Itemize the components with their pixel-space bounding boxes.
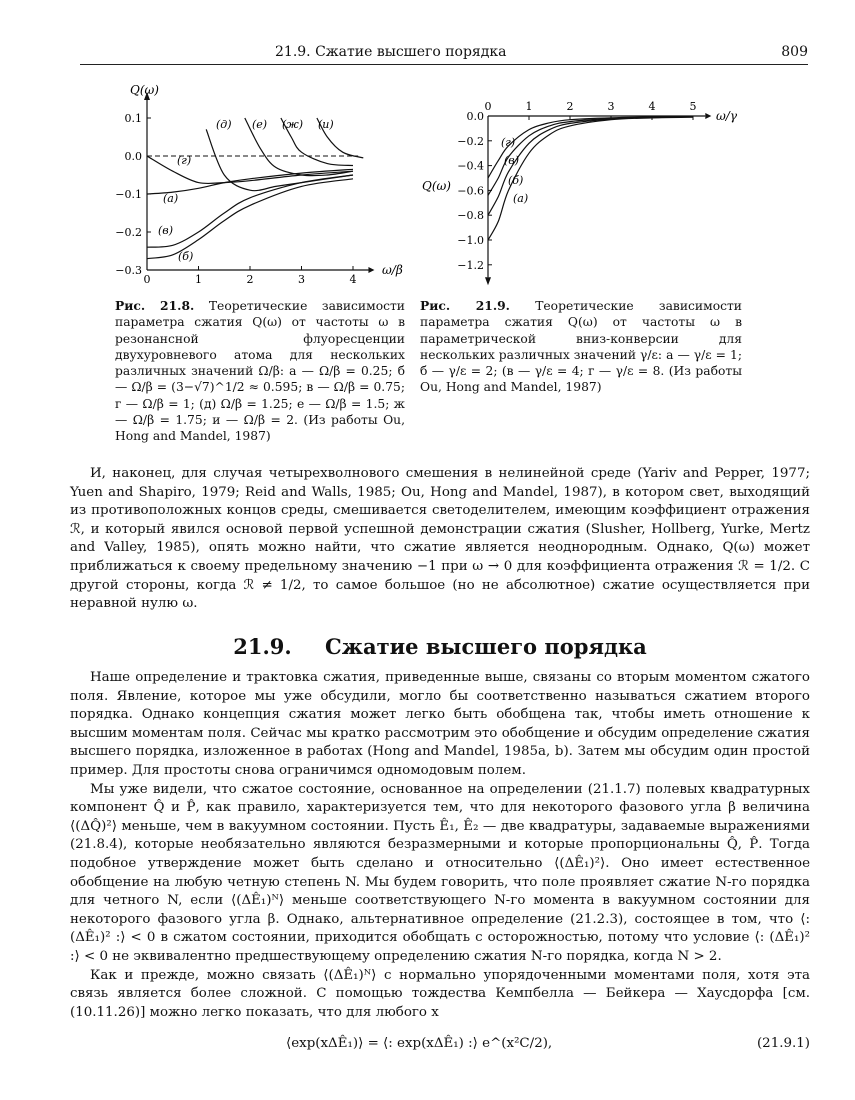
- y-axis-arrow: [485, 277, 491, 285]
- x-tick-label: 0: [143, 273, 151, 286]
- y-tick-label: −1.2: [457, 258, 484, 272]
- figure-21-8-caption: [115, 298, 405, 445]
- series-label: (ж): [282, 118, 304, 131]
- y-tick-label: −0.4: [457, 159, 484, 173]
- y-tick-label: 0.1: [124, 112, 142, 125]
- y-tick-label: −0.2: [115, 226, 142, 239]
- figure-21-9-caption: [420, 298, 742, 396]
- y-tick-label: 0.0: [124, 150, 142, 163]
- series-line: [147, 175, 353, 247]
- x-tick-label: 3: [298, 273, 305, 286]
- y-tick-label: −0.6: [457, 184, 484, 198]
- x-axis-arrow: [705, 113, 711, 119]
- x-tick-label: 0: [484, 100, 492, 113]
- series-label: (г): [177, 154, 192, 167]
- x-tick-label: 2: [246, 273, 254, 286]
- x-tick-label: 5: [689, 100, 697, 113]
- running-header: [80, 44, 808, 65]
- x-tick-label: 1: [195, 273, 202, 286]
- figure-21-9-caption-label: Рис. 21.9.: [420, 298, 510, 313]
- y-tick-label: −0.3: [115, 264, 142, 277]
- x-axis-label: ω/β: [382, 263, 403, 277]
- series-label: (в): [158, 224, 173, 237]
- paragraph-four-wave-mixing: И, наконец, для случая четырехволнового смешения в нелинейной среде (Yariv and Pepper, 1977; Yuen and Shapiro, 1979; Reid and Walls, 1985; Ou, Hong and Mandel, 1987), в котором свет, выходящий из противоположных концов среды, смешивается светоделителем, имеющим коэффициент отражения ℛ, и который явился основой первой успешной демонстрации сжатия (Slusher, Hollberg, Yurke, Mertz and Valley, 1985), опять можно найти, что сжатие является неоднородным. Однако, Q(ω) может приближаться к своему предельному значению −1 при ω → 0 для коэффициента отражения ℛ = 1/2. С другой стороны, когда ℛ ≠ 1/2, то самое большое (но не абсолютное) сжатие осуществляется при неравной нулю ω.: [70, 466, 810, 612]
- figure-21-9-chart: [418, 92, 748, 292]
- y-axis-label: Q(ω): [422, 179, 451, 193]
- section-heading: [70, 634, 810, 659]
- x-tick-label: 3: [607, 100, 615, 113]
- series-label: (б): [178, 250, 194, 263]
- x-tick-label: 4: [648, 100, 656, 113]
- series-label: (г): [501, 136, 516, 149]
- figure-21-9-caption-text: Теоретические зависимости параметра сжатия Q(ω) от частоты ω в параметрической вниз-конверсии для нескольких различных значений γ/ε: а — γ/ε = 1; б — γ/ε = 2; (в — γ/ε = 4; г — γ/ε = 8. (Из работы Ou, Hong and Mandel, 1987): [420, 299, 742, 395]
- header-section-title: 21.9. Сжатие высшего порядка: [275, 44, 507, 60]
- y-tick-label: −0.8: [457, 209, 484, 223]
- series-label: (и): [318, 118, 334, 131]
- x-tick-label: 1: [525, 100, 533, 113]
- y-tick-label: −1.0: [457, 234, 484, 247]
- paragraph-definition: Наше определение и трактовка сжатия, приведенные выше, связаны со вторым моментом сжатого поля. Явление, которое мы уже обсудили, могло бы соответственно называться сжатием второго порядка. Однако концепция сжатия может легко быть обобщена так, чтобы иметь отношение к высшим моментам поля. Сейчас мы кратко рассмотрим это обобщение и обсудим определение сжатия высшего порядка, изложенное в работах (Hong and Mandel, 1985a, b). Затем мы обсудим один простой пример. Для простоты снова ограничимся одномодовым полем.: [70, 670, 810, 778]
- page-number: 809: [781, 44, 808, 60]
- section-number: 21.9.: [233, 634, 292, 659]
- x-tick-label: 2: [566, 100, 574, 113]
- series-label: (а): [513, 192, 529, 205]
- section-body: [70, 669, 810, 1022]
- paragraph-quadratures: Мы уже видели, что сжатое состояние, основанное на определении (21.1.7) полевых квадратурных компонент Q̂ и P̂, как правило, характеризуется тем, что для некоторого фазового угла β величина ⟨(ΔQ̂)²⟩ меньше, чем в вакуумном состоянии. Пусть Ê₁, Ê₂ — две квадратуры, задаваемые выражениями (21.8.4), которые необязательно являются безразмерными и которые пропорциональны Q̂, P̂. Тогда подобное утверждение может быть сделано и относительно ⟨(ΔÊ₁)²⟩. Оно имеет естественное обобщение на любую четную степень N. Мы будем говорить, что поле проявляет сжатие N-го порядка для четного N, если ⟨(ΔÊ₁)ᴺ⟩ меньше соответствующего N-го момента в вакуумном состоянии для некоторого фазового угла β. Однако, альтернативное определение (21.2.3), состоящее в том, что ⟨: (ΔÊ₁)² :⟩ < 0 в сжатом состоянии, приходится обобщать с осторожностью, потому что условие ⟨: (ΔÊ₁)² :⟩ < 0 не эквивалентно предшествующему определению сжатия N-го порядка, когда N > 2.: [70, 781, 810, 964]
- series-label: (е): [252, 118, 268, 131]
- equation-number: (21.9.1): [756, 1036, 810, 1051]
- section-title: Сжатие высшего порядка: [325, 634, 647, 659]
- series-label: (б): [508, 174, 524, 187]
- y-tick-label: 0.0: [466, 110, 484, 123]
- series-label: (д): [216, 118, 232, 131]
- y-axis-label: Q(ω): [130, 83, 159, 97]
- figure-21-8-caption-label: Рис. 21.8.: [115, 298, 195, 313]
- figure-21-8-caption-text: Теоретические зависимости параметра сжатия Q(ω) от частоты ω в резонансной флуоресценции двухуровневого атома для нескольких различных значений Ω/β: а — Ω/β = 0.25; б — Ω/β = (3−√7)^1/2 ≈ 0.595; в — Ω/β = 0.75; г — Ω/β = 1; (д) Ω/β = 1.25; е — Ω/β = 1.5; ж — Ω/β = 1.75; и — Ω/β = 2. (Из работы Ou, Hong and Mandel, 1987): [115, 299, 405, 444]
- x-axis-arrow: [368, 267, 374, 273]
- figure-21-8-chart: [100, 78, 420, 288]
- series-label: (а): [163, 192, 179, 205]
- y-tick-label: −0.2: [457, 134, 484, 148]
- x-axis-label: ω/γ: [716, 109, 737, 123]
- series-label: (в): [504, 154, 519, 167]
- x-tick-label: 4: [349, 273, 357, 286]
- equation-body: ⟨exp(xΔÊ₁)⟩ = ⟨: exp(xΔÊ₁) :⟩ e^(x²C/2),: [286, 1036, 553, 1051]
- y-tick-label: −0.1: [115, 188, 142, 201]
- paragraph-moments: Как и прежде, можно связать ⟨(ΔÊ₁)ᴺ⟩ с нормально упорядоченными моментами поля, хотя эта связь является более сложной. С помощью тождества Кемпбелла — Бейкера — Хаусдорфа [см. (10.11.26)] можно легко показать, что для любого x: [70, 967, 810, 1020]
